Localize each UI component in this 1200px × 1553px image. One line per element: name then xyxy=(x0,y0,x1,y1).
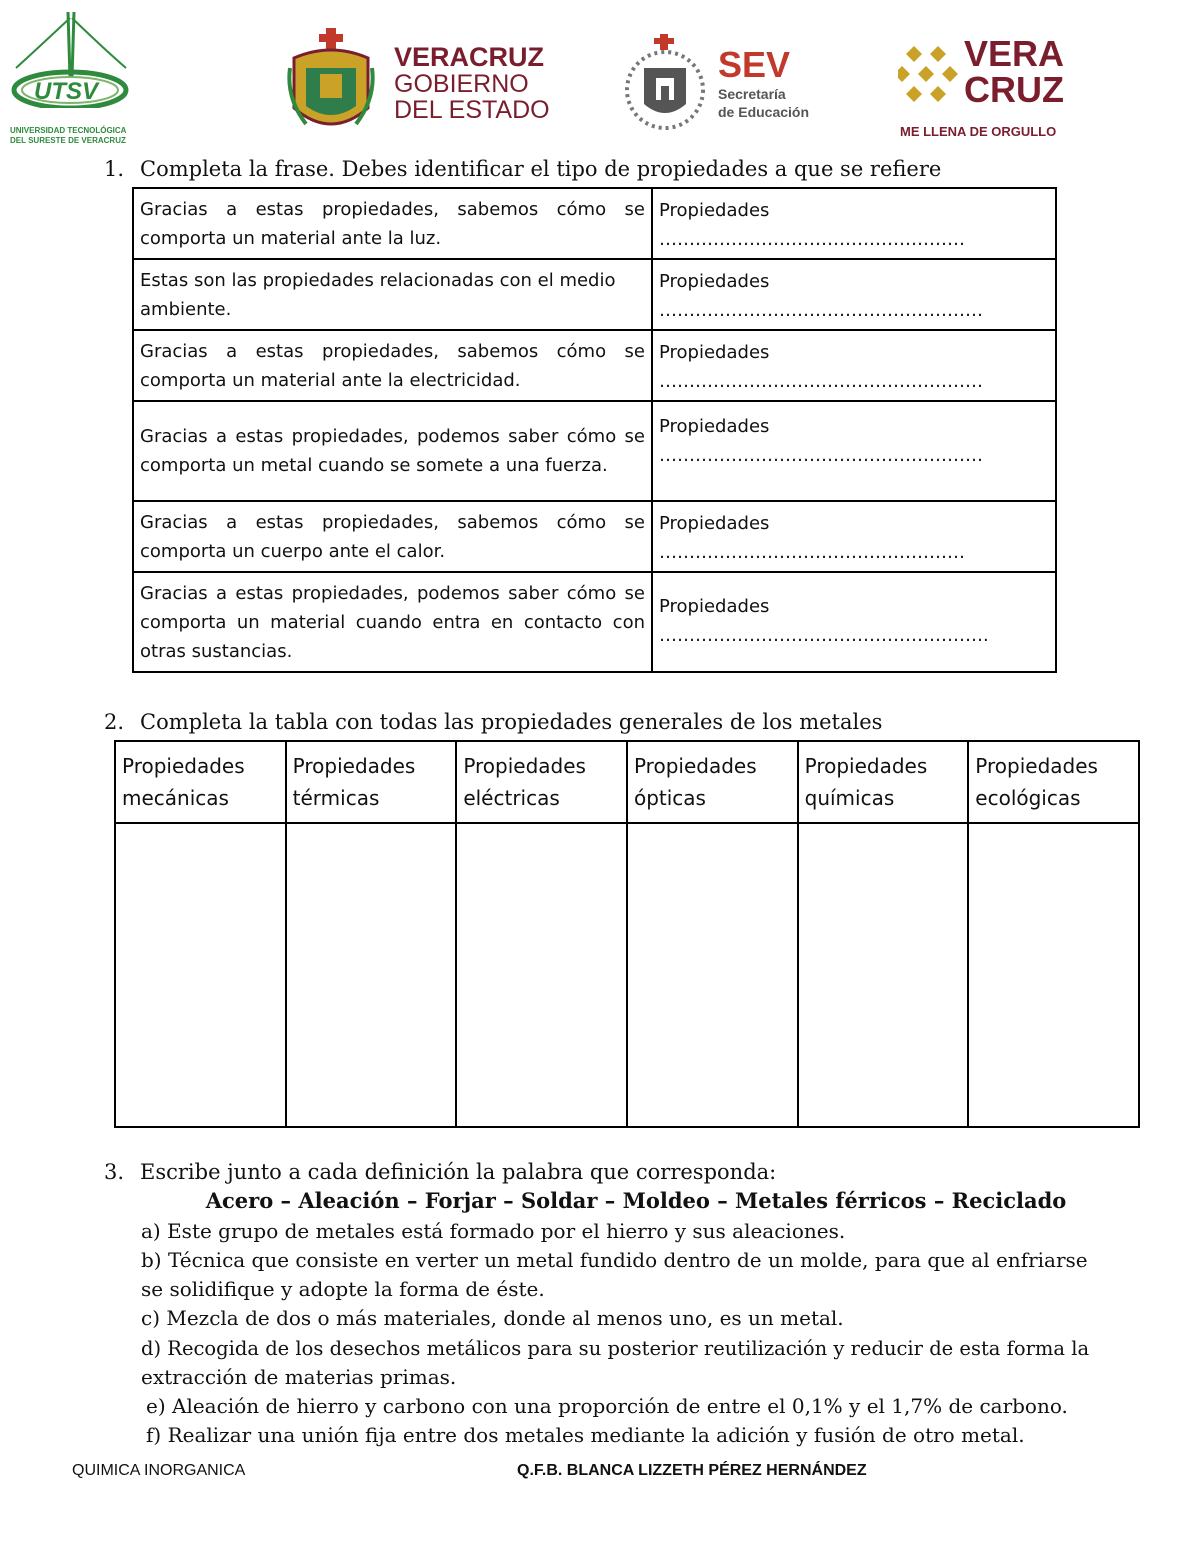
definition-c: c) Mezcla de dos o más materiales, donde al menos uno, es un metal. xyxy=(141,1306,844,1330)
answer-cell[interactable] xyxy=(115,823,286,1127)
column-header xyxy=(286,741,457,823)
definition-cell: Estas son las propiedades relacionadas con el medio ambiente. xyxy=(133,259,652,330)
definition-cell: Gracias a estas propiedades, sabemos cómo se comporta un cuerpo ante el calor. xyxy=(133,501,652,572)
word-bank: Acero – Aleación – Forjar – Soldar – Moldeo – Metales férricos – Reciclado xyxy=(205,1188,1067,1213)
column-header xyxy=(627,741,798,823)
gobierno-logo xyxy=(286,28,550,143)
sev-title: SEV xyxy=(718,44,791,85)
definition-cell: Gracias a estas propiedades, podemos saber cómo se comporta un metal cuando se somete a una fuerza. xyxy=(133,401,652,501)
table-header-row xyxy=(115,741,1139,823)
question-2-heading xyxy=(104,710,1004,736)
table-row xyxy=(133,259,1056,330)
utsv-abbr: UTSV xyxy=(34,78,99,105)
answer-cell[interactable]: Propiedades …………………………………………… xyxy=(652,188,1056,259)
table-row xyxy=(133,188,1056,259)
answer-cell[interactable] xyxy=(456,823,627,1127)
question-3-heading xyxy=(104,1160,1004,1186)
knot-pattern-icon xyxy=(898,44,962,108)
question-2-number: 2. xyxy=(104,710,125,734)
question-1-number: 1. xyxy=(104,157,125,181)
column-header-line1: Propiedades xyxy=(633,754,757,778)
gobierno-line2: GOBIERNO xyxy=(394,70,529,98)
metal-properties-table xyxy=(114,740,1140,1128)
column-header-line2: térmicas xyxy=(292,786,380,810)
sev-line2: de Educación xyxy=(718,104,810,120)
definition-cell: Gracias a estas propiedades, sabemos cómo se comporta un material ante la electricidad. xyxy=(133,330,652,401)
question-1-heading xyxy=(104,157,1004,183)
definition-cell: Gracias a estas propiedades, podemos saber cómo se comporta un material cuando entra en contacto con otras sustancias. xyxy=(133,572,652,672)
utsv-logo xyxy=(8,8,133,148)
column-header-line2: ecológicas xyxy=(975,786,1081,810)
column-header xyxy=(115,741,286,823)
answer-cell[interactable] xyxy=(286,823,457,1127)
column-header-line2: mecánicas xyxy=(122,786,229,810)
veracruz-shield-icon xyxy=(286,28,376,140)
definition-b-line1: b) Técnica que consiste en verter un metal fundido dentro de un molde, para que al enfriarse xyxy=(141,1248,1088,1272)
definition-e: e) Aleación de hierro y carbono con una proporción de entre el 0,1% y el 1,7% de carbono. xyxy=(146,1394,1068,1418)
footer-teacher: Q.F.B. BLANCA LIZZETH PÉREZ HERNÁNDEZ xyxy=(517,1462,867,1479)
veracruz-brand-line1: VERA xyxy=(964,33,1065,74)
table-row xyxy=(133,330,1056,401)
column-header xyxy=(798,741,969,823)
column-header-line2: ópticas xyxy=(633,786,706,810)
sev-line1: Secretaría xyxy=(718,86,786,102)
sev-seal-icon xyxy=(622,34,708,130)
table-row xyxy=(133,501,1056,572)
header-logos xyxy=(0,0,1200,150)
veracruz-brand-line2: CRUZ xyxy=(964,69,1064,110)
answer-cell[interactable] xyxy=(968,823,1139,1127)
column-header-line1: Propiedades xyxy=(804,754,928,778)
column-header xyxy=(456,741,627,823)
gobierno-line1: VERACRUZ xyxy=(394,42,545,72)
definition-f: f) Realizar una unión fija entre dos metales mediante la adición y fusión de otro metal. xyxy=(146,1423,1025,1447)
properties-definition-table xyxy=(132,187,1057,673)
definition-b-line2: se solidifique y adopte la forma de éste. xyxy=(141,1277,545,1301)
definition-cell: Gracias a estas propiedades, sabemos cómo se comporta un material ante la luz. xyxy=(133,188,652,259)
answer-cell[interactable]: Propiedades ……………………………………………… xyxy=(652,259,1056,330)
column-header-line1: Propiedades xyxy=(975,754,1098,778)
utsv-line1: UNIVERSIDAD TECNOLÓGICA xyxy=(10,126,127,135)
veracruz-brand-logo xyxy=(898,33,1078,146)
utsv-line2: DEL SURESTE DE VERACRUZ xyxy=(10,136,126,145)
question-3-text: Escribe junto a cada definición la palabra que corresponda: xyxy=(140,1160,777,1184)
column-header-line1: Propiedades xyxy=(463,754,586,778)
definition-d-line1: d) Recogida de los desechos metálicos para su posterior reutilización y reducir de esta forma la xyxy=(141,1337,1090,1360)
question-3-number: 3. xyxy=(104,1160,125,1184)
column-header-line2: químicas xyxy=(804,786,895,810)
definition-a: a) Este grupo de metales está formado por el hierro y sus aleaciones. xyxy=(141,1219,846,1243)
veracruz-brand-tagline: ME LLENA DE ORGULLO xyxy=(900,124,1057,139)
answer-cell[interactable]: Propiedades ………………………………………………. xyxy=(652,572,1056,672)
answer-cell[interactable] xyxy=(627,823,798,1127)
definition-d-line2: extracción de materias primas. xyxy=(141,1365,457,1389)
column-header xyxy=(968,741,1139,823)
answer-cell[interactable]: Propiedades ……………………………………………… xyxy=(652,330,1056,401)
column-header-line2: eléctricas xyxy=(463,786,560,810)
answer-cell[interactable] xyxy=(798,823,969,1127)
column-header-line1: Propiedades xyxy=(122,754,245,778)
column-header-line1: Propiedades xyxy=(292,754,416,778)
footer-course: QUIMICA INORGANICA xyxy=(72,1462,246,1479)
answer-cell[interactable]: Propiedades ……………………………………………… xyxy=(652,401,1056,501)
sev-logo xyxy=(622,34,822,134)
table-row xyxy=(133,401,1056,501)
gobierno-line3: DEL ESTADO xyxy=(394,96,550,124)
question-1-text: Completa la frase. Debes identificar el tipo de propiedades a que se refiere xyxy=(140,157,942,181)
table-row xyxy=(133,572,1056,672)
answer-cell[interactable]: Propiedades …………………………………………… xyxy=(652,501,1056,572)
table-answer-row xyxy=(115,823,1139,1127)
question-2-text: Completa la tabla con todas las propiedades generales de los metales xyxy=(140,710,883,734)
